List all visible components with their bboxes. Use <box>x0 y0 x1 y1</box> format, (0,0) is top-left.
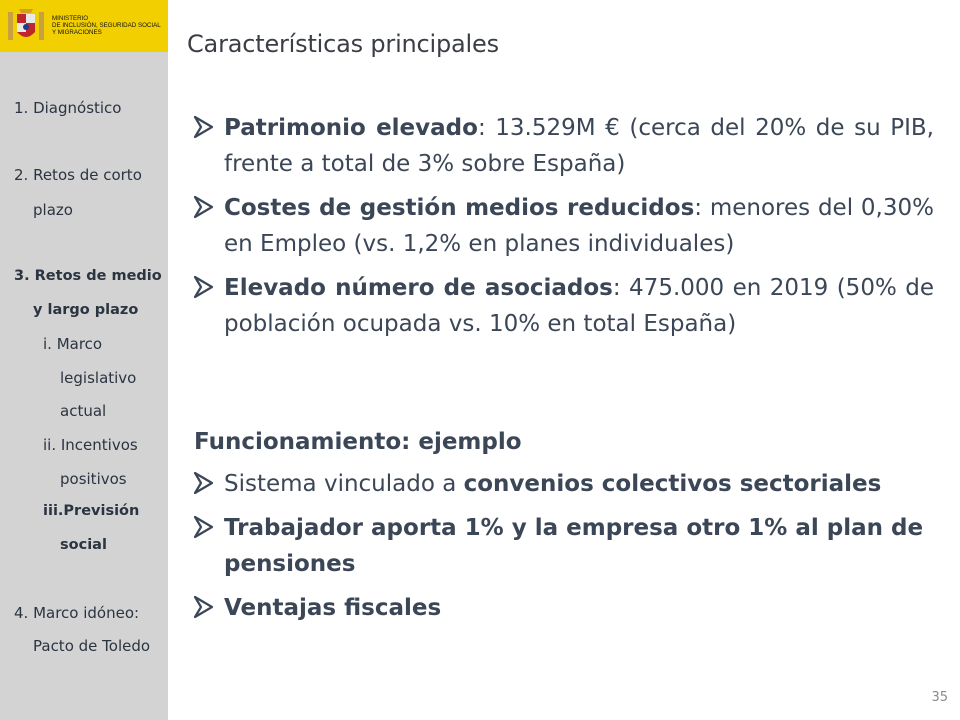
nav-marco-legislativo-cont[interactable]: legislativo <box>60 369 137 387</box>
ministry-logo <box>0 0 168 52</box>
nav-prevision-social[interactable]: iii.Previsión <box>43 503 140 519</box>
arrow-bullet-icon <box>192 514 216 540</box>
bullet-text: : menores del 0,30% en Empleo (vs. 1,2% en planes individuales) <box>224 195 934 257</box>
nav-incentivos[interactable]: ii. Incentivos <box>43 436 138 454</box>
nav-marco-idoneo[interactable]: 4. Marco idóneo: <box>14 604 140 622</box>
ministry-line: MINISTERIO <box>52 15 89 22</box>
slide-content <box>192 110 934 626</box>
bullet-item <box>192 590 934 626</box>
page-number: 35 <box>931 690 948 705</box>
spain-coat-of-arms-icon <box>6 6 46 46</box>
nav-retos-corto-cont[interactable]: plazo <box>33 201 73 219</box>
bullet-text: : 13.529M € (cerca del 20% de su PIB, frente a total de 3% sobre España) <box>224 115 934 177</box>
arrow-bullet-icon <box>192 274 216 300</box>
bullet-item <box>192 510 934 582</box>
bullet-bold-text: convenios colectivos sectoriales <box>463 471 882 497</box>
nav-retos-corto[interactable]: 2. Retos de corto <box>14 166 142 184</box>
ministry-line: Y MIGRACIONES <box>52 29 102 36</box>
bullet-item <box>192 110 934 182</box>
bullet-bold-text: Trabajador aporta 1% y la empresa otro 1% al plan de pensiones <box>224 515 924 577</box>
bullet-bold-text: Elevado número de asociados <box>224 275 613 301</box>
nav-retos-medio[interactable]: 3. Retos de medio <box>14 268 162 284</box>
nav-marco-legislativo[interactable]: i. Marco <box>43 335 103 353</box>
nav-marco-legislativo-cont[interactable]: actual <box>60 402 107 420</box>
section-heading: Funcionamiento: ejemplo <box>194 429 522 455</box>
ministry-name <box>52 15 166 36</box>
slide-title: Características principales <box>187 30 499 58</box>
bullet-bold-text: Costes de gestión medios reducidos <box>224 195 695 221</box>
bullet-bold-text: Patrimonio elevado <box>224 115 478 141</box>
nav-incentivos-cont[interactable]: positivos <box>60 470 127 488</box>
bullet-text: : 475.000 en 2019 (50% de población ocupada vs. 10% en total España) <box>224 275 934 337</box>
sidebar <box>0 0 168 720</box>
bullet-item <box>192 270 934 342</box>
arrow-bullet-icon <box>192 114 216 140</box>
nav-diagnostico[interactable]: 1. Diagnóstico <box>14 99 122 117</box>
nav-retos-medio-cont[interactable]: y largo plazo <box>33 302 139 318</box>
bullet-text: Sistema vinculado a <box>224 471 464 497</box>
arrow-bullet-icon <box>192 594 216 620</box>
arrow-bullet-icon <box>192 194 216 220</box>
arrow-bullet-icon <box>192 470 216 496</box>
bullet-bold-text: Ventajas fiscales <box>224 595 442 621</box>
nav-marco-idoneo-cont[interactable]: Pacto de Toledo <box>33 637 151 655</box>
bullet-item <box>192 466 934 502</box>
nav-prevision-social-cont[interactable]: social <box>60 537 107 553</box>
ministry-line: DE INCLUSIÓN, SEGURIDAD SOCIAL <box>52 22 161 29</box>
bullet-item <box>192 190 934 262</box>
